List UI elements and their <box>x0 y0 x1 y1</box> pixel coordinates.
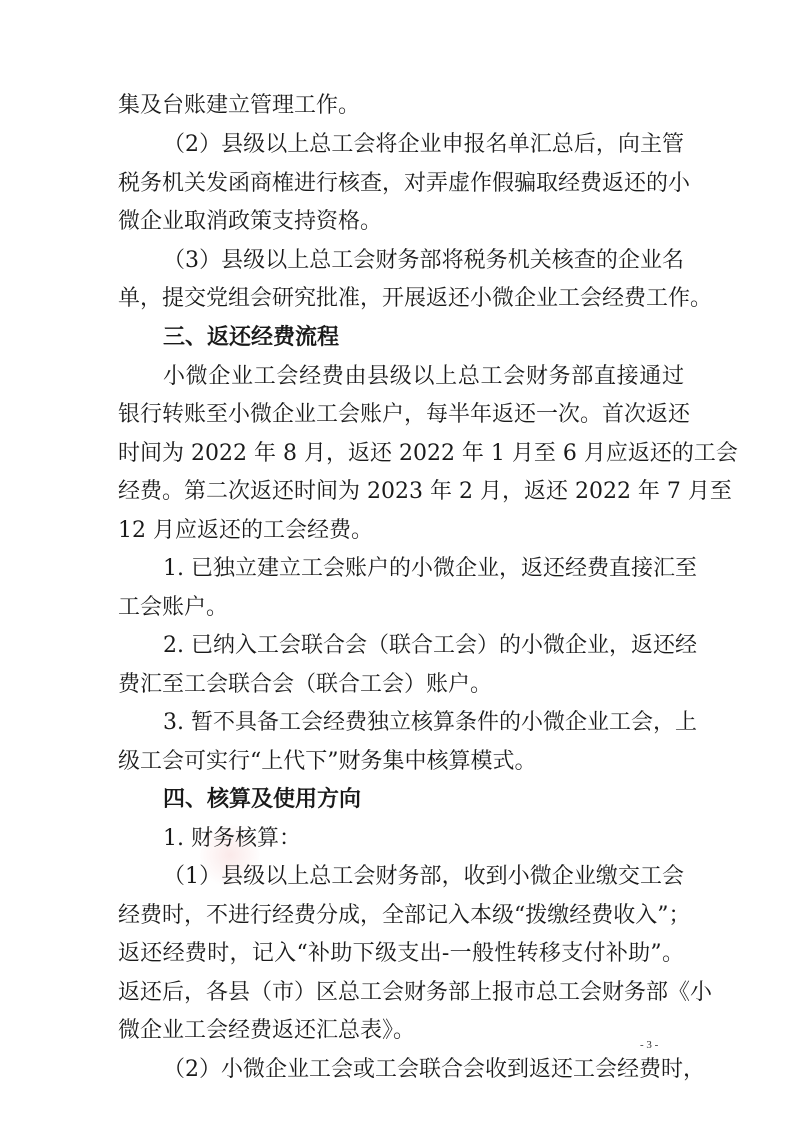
paragraph-line: 微企业工会经费返还汇总表》。 <box>118 1018 416 1043</box>
paragraph-line: 工会账户。 <box>118 595 229 620</box>
paragraph-line: 经费时，不进行经费分成，全部记入本级“拨缴经费收入”； <box>118 903 691 928</box>
paragraph-line: 12 月应返还的工会经费。 <box>118 518 373 543</box>
paragraph-line: 微企业取消政策支持资格。 <box>118 209 383 234</box>
section-heading-3: 三、返还经费流程 <box>163 325 340 350</box>
paragraph-line: 单，提交党组会研究批准，开展返还小微企业工会经费工作。 <box>118 286 713 311</box>
paragraph-line: 返还后，各县（市）区总工会财务部上报市总工会财务部《小 <box>118 980 713 1005</box>
paragraph-line: （1）县级以上总工会财务部，收到小微企业缴交工会 <box>163 864 684 889</box>
paragraph-line: 级工会可实行“上代下”财务集中核算模式。 <box>118 749 537 774</box>
paragraph-line: 1. 财务核算： <box>163 826 301 851</box>
paragraph-line: 2. 已纳入工会联合会（联合工会）的小微企业，返还经 <box>163 633 697 658</box>
paragraph-line: 集及台账建立管理工作。 <box>118 93 361 118</box>
paragraph-line: 返还经费时，记入“补助下级支出-一般性转移支付补助”。 <box>118 941 684 966</box>
paragraph-line: （2）县级以上总工会将企业申报名单汇总后，向主管 <box>163 132 684 157</box>
paragraph-line: 1. 已独立建立工会账户的小微企业，返还经费直接汇至 <box>163 556 697 581</box>
paragraph-line: 3. 暂不具备工会经费独立核算条件的小微企业工会，上 <box>163 710 697 735</box>
paragraph-line: 费汇至工会联合会（联合工会）账户。 <box>118 672 493 697</box>
page-number: - 3 - <box>640 1039 659 1051</box>
paragraph-line: （3）县级以上总工会财务部将税务机关核查的企业名 <box>163 248 684 273</box>
paragraph-line: 时间为 2022 年 8 月，返还 2022 年 1 月至 6 月应返还的工会 <box>118 441 738 466</box>
paragraph-line: 税务机关发函商榷进行核查，对弄虚作假骗取经费返还的小 <box>118 171 691 196</box>
section-heading-4: 四、核算及使用方向 <box>163 787 362 812</box>
paragraph-line: （2）小微企业工会或工会联合会收到返还工会经费时， <box>163 1057 705 1082</box>
paragraph-line: 银行转账至小微企业工会账户，每半年返还一次。首次返还 <box>118 402 691 427</box>
paragraph-line: 小微企业工会经费由县级以上总工会财务部直接通过 <box>163 364 684 389</box>
paragraph-line: 经费。第二次返还时间为 2023 年 2 月，返还 2022 年 7 月至 <box>118 479 732 504</box>
